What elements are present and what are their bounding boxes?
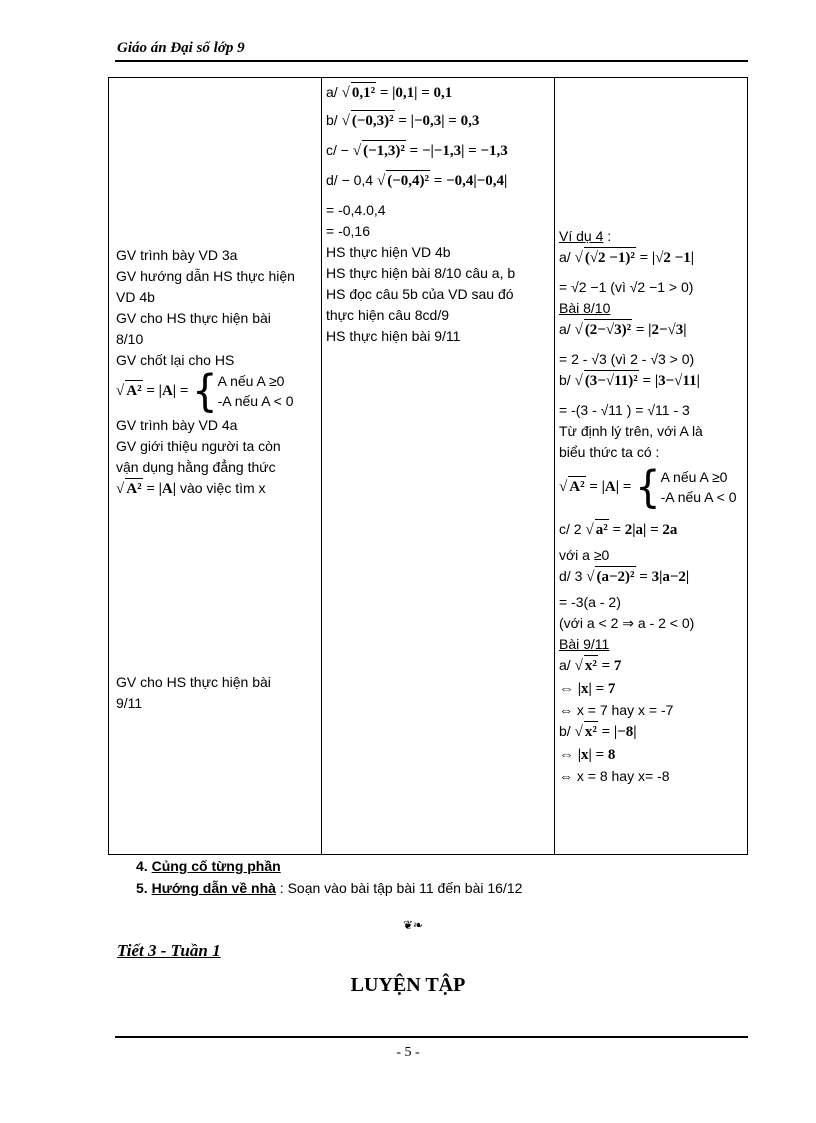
section-title: Tiết 3 - Tuần 1 xyxy=(117,941,221,960)
label: a/ xyxy=(559,249,571,265)
apply-suffix: vào việc tìm x xyxy=(179,480,266,496)
ex-c: c/ 2 √ a² = 2|a| = 2a xyxy=(559,519,745,545)
student-line: HS thực hiện VD 4b xyxy=(326,244,451,260)
student-line: = -0,16 xyxy=(326,223,370,239)
ornament-icon: ❦❧ xyxy=(403,918,424,932)
result: = |−0,3| = 0,3 xyxy=(398,113,480,129)
student-line: thực hiện câu 8cd/9 xyxy=(326,307,450,323)
item-number: 5. xyxy=(136,880,148,896)
teacher-line: GV trình bày VD 4a xyxy=(116,417,238,433)
student-line: = -0,4.0,4 xyxy=(326,202,386,218)
main-title: LUYỆN TẬP xyxy=(350,974,466,996)
example-c: c/ − √ (−1,3)² = −|−1,3| = −1,3 xyxy=(326,140,552,170)
radicand: a² xyxy=(595,519,609,541)
brace-icon: { xyxy=(635,461,661,513)
board-content xyxy=(559,226,745,787)
label: a/ xyxy=(326,84,338,100)
example-b: b/ √ (−0,3)² = |−0,3| = 0,3 xyxy=(326,110,552,140)
brace-icon: { xyxy=(192,365,218,417)
bai810-title: Bài 8/10 xyxy=(559,300,611,316)
teacher-line: GV giới thiệu người ta còn xyxy=(116,438,281,454)
item-text: : Soạn vào bài tập bài 11 đến bài 16/12 xyxy=(275,880,523,896)
label: d/ 3 xyxy=(559,568,583,584)
item-text: Củng cố từng phần xyxy=(151,858,281,874)
ex-f-line2: ⇔ |x| = 8 xyxy=(559,747,616,763)
label: d/ − 0,4 xyxy=(326,172,374,188)
teacher-line: GV trình bày VD 3a xyxy=(116,247,238,263)
radicand: (2−√3)² xyxy=(584,319,632,341)
theorem-line: Từ định lý trên, với A là xyxy=(559,423,703,439)
result: = 7 xyxy=(601,658,622,674)
student-activities xyxy=(326,82,552,347)
result: = −|−1,3| = −1,3 xyxy=(409,143,508,159)
abs-value-formula: √ A² = |A| = { A nếu A ≥0 -A nếu A < 0 xyxy=(116,365,294,417)
label: a/ xyxy=(559,321,571,337)
ex-e-line2: ⇔ |x| = 7 xyxy=(559,681,616,697)
ex-f: b/ √ x² = |−8| xyxy=(559,721,745,745)
bai911-title: Bài 9/11 xyxy=(559,636,610,652)
student-line: HS đọc câu 5b của VD sau đó xyxy=(326,286,514,302)
formula-rhs: |A| xyxy=(158,382,177,399)
radicand: (−1,3)² xyxy=(362,140,406,162)
formula-lhs: A xyxy=(126,382,138,399)
ex-d: d/ 3 √ (a−2)² = 3|a−2| xyxy=(559,566,745,592)
label: b/ xyxy=(559,723,571,739)
b810a: a/ √ (2−√3)² = |2−√3| xyxy=(559,319,745,349)
teacher-activities xyxy=(116,245,320,502)
result: = −0,4|−0,4| xyxy=(433,173,508,189)
radicand: (−0,3)² xyxy=(351,110,395,132)
student-line: HS thực hiện bài 9/11 xyxy=(326,328,461,344)
b810b-line2: = -(3 - √11 ) = √11 - 3 xyxy=(559,402,690,418)
label: b/ xyxy=(559,372,571,388)
result: = |3−√11| xyxy=(642,373,700,389)
header-rule xyxy=(115,60,748,62)
item-label: Hướng dẫn về nhà xyxy=(151,880,276,896)
ex-d-line3: (với a < 2 ⇒ a - 2 < 0) xyxy=(559,615,695,631)
example-d: d/ − 0,4 √ (−0,4)² = −0,4|−0,4| xyxy=(326,170,552,200)
ex-e-line3: ⇔ x = 7 hay x = -7 xyxy=(559,702,674,718)
table-divider-1 xyxy=(321,77,322,855)
radicand: x² xyxy=(584,721,598,743)
case-negative: -A nếu A < 0 xyxy=(217,393,294,409)
page-number: - 5 - xyxy=(396,1045,420,1060)
radicand: 0,1² xyxy=(351,82,376,104)
vd4a: a/ √ (√2 −1)² = |√2 −1| xyxy=(559,247,745,277)
teacher-line: GV hướng dẫn HS thực hiện xyxy=(116,268,295,284)
radicand: (−0,4)² xyxy=(386,170,430,192)
teacher-line: VD 4b xyxy=(116,289,155,305)
teacher-activities-2 xyxy=(116,672,320,714)
radicand: (√2 −1)² xyxy=(584,247,636,269)
vd4-heading xyxy=(559,226,745,247)
result: = |−8| xyxy=(601,724,637,740)
apply-identity-line: √ A² = |A| vào việc tìm x xyxy=(116,478,320,502)
abs-value-formula: √ A² = |A| = { A nếu A ≥0 -A nếu A < 0 xyxy=(559,461,737,513)
ex-e: a/ √ x² = 7 xyxy=(559,655,745,679)
result: = 3|a−2| xyxy=(639,569,690,585)
ex-c-cond: với a ≥0 xyxy=(559,547,610,563)
case-positive: A nếu A ≥0 xyxy=(660,469,728,485)
case-positive: A nếu A ≥0 xyxy=(217,373,285,389)
case-negative: -A nếu A < 0 xyxy=(660,489,737,505)
b810b: b/ √ (3−√11)² = |3−√11| xyxy=(559,370,745,400)
header-title: Giáo án Đại số lớp 9 xyxy=(117,40,245,56)
colon: : xyxy=(603,228,612,244)
item-number: 4. xyxy=(136,858,148,874)
teacher-line: 9/11 xyxy=(116,695,143,711)
radicand: (3−√11)² xyxy=(584,370,639,392)
vd4a-line2: = √2 −1 (vì √2 −1 > 0) xyxy=(559,279,694,295)
result: = |√2 −1| xyxy=(639,250,695,266)
teacher-line: GV chốt lại cho HS xyxy=(116,352,235,368)
homework-item xyxy=(136,880,522,896)
label: a/ xyxy=(559,657,571,673)
teacher-line: GV cho HS thực hiện bài xyxy=(116,674,271,690)
ex-f-line3: ⇔ x = 8 hay x= -8 xyxy=(559,768,670,784)
teacher-line: GV cho HS thực hiện bài xyxy=(116,310,271,326)
result: = |2−√3| xyxy=(635,322,687,338)
label: c/ 2 xyxy=(559,521,582,537)
radicand: x² xyxy=(584,655,598,677)
ex-d-line2: = -3(a - 2) xyxy=(559,594,621,610)
example-a: a/ √ 0,1² = |0,1| = 0,1 xyxy=(326,82,552,110)
footer-rule xyxy=(115,1036,748,1038)
radicand: (a−2)² xyxy=(595,566,635,588)
table-divider-2 xyxy=(554,77,555,855)
b810a-line2: = 2 - √3 (vì 2 - √3 > 0) xyxy=(559,351,695,367)
label: c/ − xyxy=(326,142,349,158)
teacher-line: 8/10 xyxy=(116,331,144,347)
result: = 2|a| = 2a xyxy=(612,522,678,538)
theorem-line: biểu thức ta có : xyxy=(559,444,660,460)
label: b/ xyxy=(326,112,338,128)
teacher-line: vận dụng hằng đẳng thức xyxy=(116,459,276,475)
vd4-title: Ví dụ 4 xyxy=(559,228,604,244)
student-line: HS thực hiện bài 8/10 câu a, b xyxy=(326,265,516,281)
result: = |0,1| = 0,1 xyxy=(379,85,453,101)
consolidation-item xyxy=(136,858,281,874)
